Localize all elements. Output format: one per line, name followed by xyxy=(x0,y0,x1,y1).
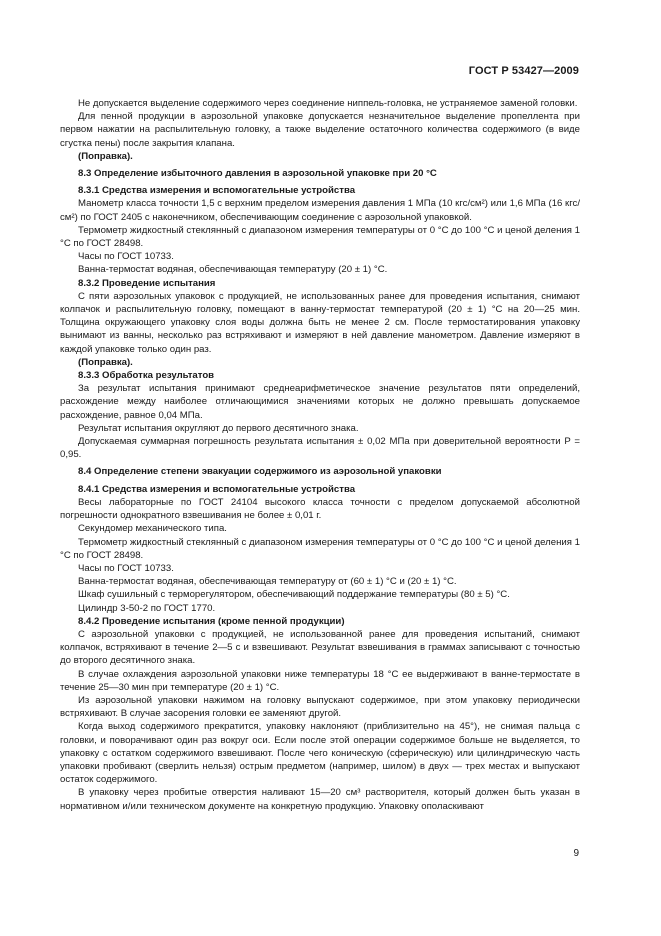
paragraph: Для пенной продукции в аэрозольной упаковке допускается незначительное выделение пропеллента при первом нажатии на распылительную головку, а также выделение остаточного количества содержимого (в виде сгустка пены) после закрытия клапана. xyxy=(60,111,580,149)
paragraph: Цилиндр 3-50-2 по ГОСТ 1770. xyxy=(78,602,216,614)
paragraph: Шкаф сушильный с терморегулятором, обеспечивающий поддержание температуры (80 ± 5) °С. xyxy=(78,589,510,601)
paragraph: Секундомер механического типа. xyxy=(78,523,227,535)
paragraph: Результат испытания округляют до первого десятичного знака. xyxy=(78,422,359,434)
section-heading: 8.3 Определение избыточного давления в аэрозольной упаковке при 20 °С xyxy=(78,168,437,180)
subsection-heading: 8.4.2 Проведение испытания (кроме пенной продукции) xyxy=(78,615,345,627)
document-body xyxy=(60,97,580,813)
paragraph: Часы по ГОСТ 10733. xyxy=(78,562,174,574)
paragraph: Не допускается выделение содержимого через соединение ниппель-головка, не устраняемое заменой головки. xyxy=(78,98,578,109)
paragraph: За результат испытания принимают среднеарифметическое значение результатов пяти определений, расхождение между наиболее отличающимися значениями которых не должно превышать допускаемое расхождение, равное 0,04 МПа. xyxy=(60,383,580,421)
paragraph: В упаковку через пробитые отверстия наливают 15—20 см³ растворителя, который должен быть указан в нормативном и/или техническом документе на конкретную продукцию. Упаковку ополаскивают xyxy=(60,787,580,812)
page-number: 9 xyxy=(573,848,579,859)
paragraph: Часы по ГОСТ 10733. xyxy=(78,251,174,263)
amendment-note: (Поправка). xyxy=(78,150,133,162)
paragraph: Термометр жидкостный стеклянный с диапазоном измерения температуры от 0 °С до 100 °С и ценой деления 1 °С по ГОСТ 28498. xyxy=(60,536,580,561)
paragraph: Ванна-термостат водяная, обеспечивающая температуру (20 ± 1) °С. xyxy=(78,264,388,276)
section-heading: 8.4 Определение степени эвакуации содержимого из аэрозольной упаковки xyxy=(78,466,442,478)
subsection-heading: 8.3.3 Обработка результатов xyxy=(78,370,215,382)
paragraph: В случае охлаждения аэрозольной упаковки ниже температуры 18 °С ее выдерживают в ванне-термостате в течение 25—30 мин при температуре (20 ± 1) °С. xyxy=(60,668,580,693)
amendment-note: (Поправка). xyxy=(78,356,133,368)
paragraph: С аэрозольной упаковки с продукцией, не использованной ранее для проведения испытаний, снимают колпачок, встряхивают в течение 2—5 с и взвешивают. Результат взвешивания в граммах записывают с точностью до второго десятичного знака. xyxy=(60,628,580,667)
paragraph: Когда выход содержимого прекратится, упаковку наклоняют (приблизительно на 45°), не снимая пальца с головки, и поворачивают один раз вокруг оси. Если после этой операции содержимое больше не выделяется, то упаковку с остатком содержимого взвешивают. После чего коническую (сферическую) или цилиндрическую часть упаковки пробивают (сверлить нельзя) острым предметом (например, шилом) в двух — трех местах и выпускают остаток содержимого. xyxy=(60,721,580,786)
paragraph: Весы лабораторные по ГОСТ 24104 высокого класса точности с пределом допускаемой абсолютной погрешности однократного взвешивания не более ± 0,01 г. xyxy=(60,496,580,522)
paragraph: Манометр класса точности 1,5 с верхним пределом измерения давления 1 МПа (10 кгс/см²) или 1,6 МПа (16 кгс/см²) по ГОСТ 2405 с наконечником, обеспечивающим соединение с аэрозольной упаковкой. xyxy=(60,198,580,223)
paragraph: Термометр жидкостный стеклянный с диапазоном измерения температуры от 0 °С до 100 °С и ценой деления 1 °С по ГОСТ 28498. xyxy=(60,224,580,250)
subsection-heading: 8.3.2 Проведение испытания xyxy=(78,277,216,289)
paragraph: С пяти аэрозольных упаковок с продукцией, не использованных ранее для проведения испытания, снимают колпачок и распылительную головку, помещают в ванну-термостат температурой (20 ± 1) °С на 20—25 мин. Толщина окружающего упаковку слоя воды должна быть не менее 2 см. После термостатирования упаковку вынимают из ванны, несколько раз встряхивают и измеряют в ней давление манометром. Давление измеряют в каждой упаковке только один раз. xyxy=(60,290,580,355)
paragraph: Ванна-термостат водяная, обеспечивающая температуру от (60 ± 1) °С и (20 ± 1) °С. xyxy=(78,576,457,588)
paragraph: Из аэрозольной упаковки нажимом на головку выпускают содержимое, при этом упаковку периодически встряхивают. В случае засорения головки ее заменяют другой. xyxy=(60,694,580,720)
document-header: ГОСТ Р 53427—2009 xyxy=(468,65,579,77)
subsection-heading: 8.4.1 Средства измерения и вспомогательные устройства xyxy=(78,483,356,495)
paragraph: Допускаемая суммарная погрешность результата испытания ± 0,02 МПа при доверительной вероятности P = 0,95. xyxy=(60,436,580,461)
subsection-heading: 8.3.1 Средства измерения и вспомогательные устройства xyxy=(78,185,356,197)
